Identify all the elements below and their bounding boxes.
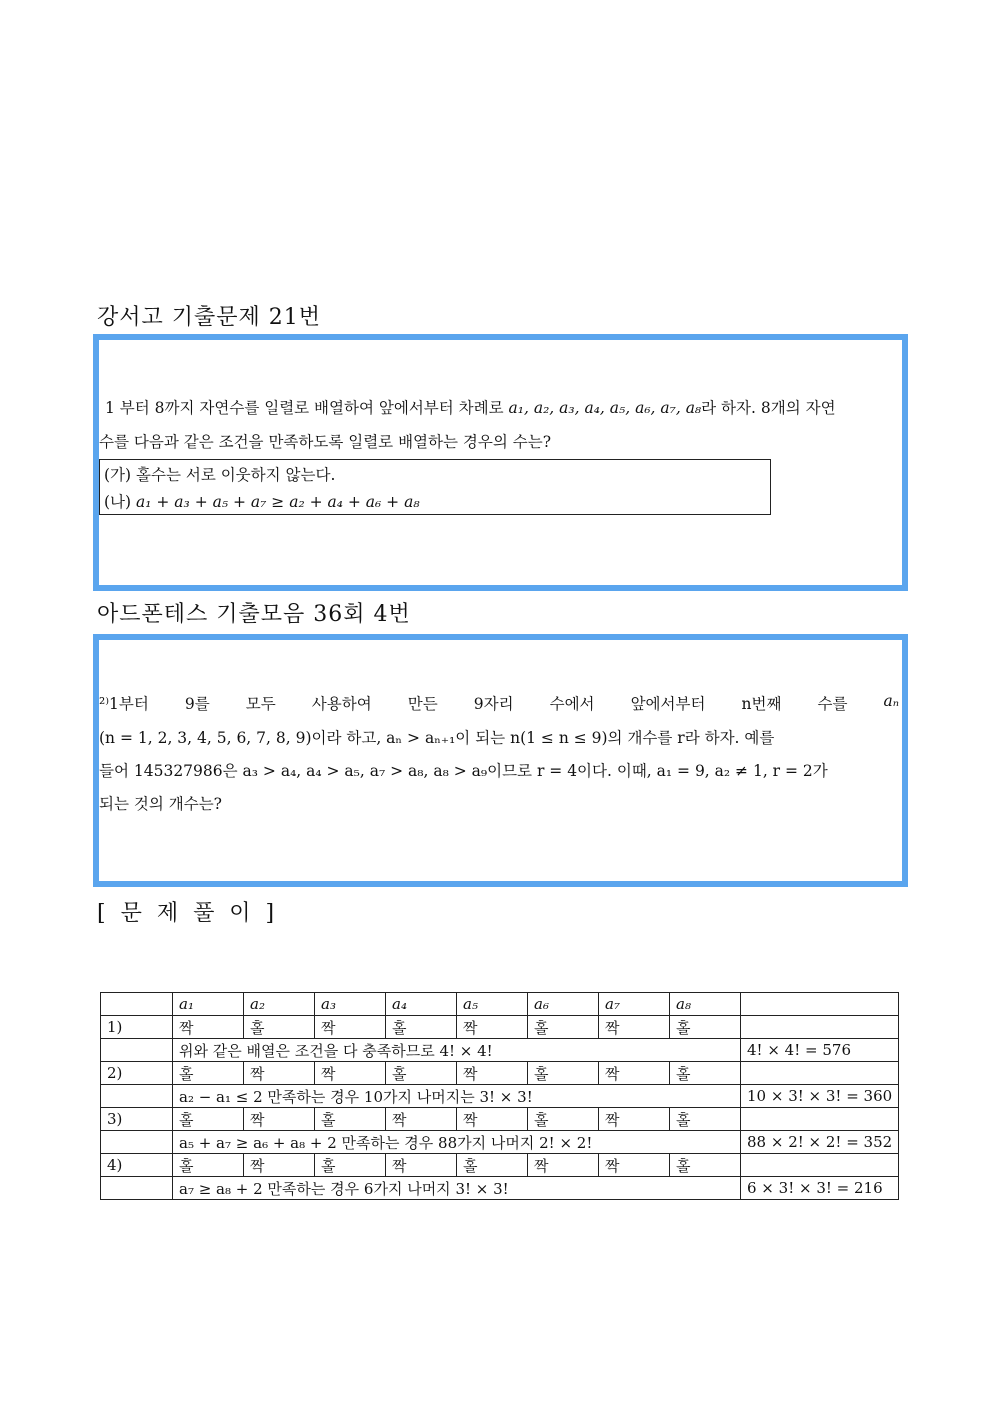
parity-cell: 홀 [670,1062,741,1085]
header-label: a₃ [321,995,336,1013]
section-title-1: 강서고 기출문제 21번 [97,305,321,330]
case-note: a₅ + a₇ ≥ a₆ + a₈ + 2 만족하는 경우 88가지 나머지 2! × 2! [173,1131,741,1154]
problem1-line1-b: 라 하자. 8개의 자연 [701,399,836,417]
problem-box-2 [93,634,908,887]
case-label: 4) [101,1154,173,1177]
problem2-line3: 들어 145327986은 a₃ > a₄, a₄ > a₅, a₇ > a₈, a₈ > a₉이므로 r = 4이다. 이때, a₁ = 9, a₂ ≠ 1, r = 2가 [99,762,828,780]
parity-cell: 홀 [670,1108,741,1131]
header-label: a₅ [463,995,478,1013]
parity-cell: 홀 [173,1062,244,1085]
case-note: a₂ − a₁ ≤ 2 만족하는 경우 10가지 나머지는 3! × 3! [173,1085,741,1108]
parity-cell: 짝 [599,1154,670,1177]
parity-cell: 짝 [386,1154,457,1177]
parity-cell: 홀 [173,1108,244,1131]
condition-2-expr: a₁ + a₃ + a₅ + a₇ ≥ a₂ + a₄ + a₆ + a₈ [136,493,420,511]
problem2-line1 [99,692,899,714]
header-label: a₇ [605,995,620,1013]
header-label: a₂ [250,995,265,1013]
word: n번째 [741,695,782,713]
condition-1: (가) 홀수는 서로 이웃하지 않는다. [104,466,336,484]
header-cell [315,993,386,1016]
parity-cell: 짝 [599,1062,670,1085]
condition-2 [104,490,420,512]
solution-title: [ 문 제 풀 이 ] [97,901,279,926]
parity-cell: 짝 [244,1062,315,1085]
problem1-sequence: a₁, a₂, a₃, a₄, a₅, a₆, a₇, a₈ [508,399,702,417]
word: aₙ [883,692,899,710]
problem1-line1-a: 1 부터 8까지 자연수를 일렬로 배열하여 앞에서부터 차례로 [105,399,504,417]
condition-2-label: (나) [104,493,132,511]
case-label: 1) [101,1016,173,1039]
word: 9를 [184,695,210,713]
parity-cell: 짝 [315,1016,386,1039]
parity-cell: 홀 [386,1062,457,1085]
case-label: 3) [101,1108,173,1131]
header-cell [741,993,899,1016]
table-row [101,1039,899,1062]
parity-cell: 짝 [386,1108,457,1131]
empty-cell [741,1062,899,1085]
word: 앞에서부터 [630,695,706,713]
word: 수에서 [549,695,595,713]
parity-cell: 홀 [528,1016,599,1039]
parity-cell: 짝 [457,1016,528,1039]
empty-cell [101,1039,173,1062]
header-cell [599,993,670,1016]
word: 9자리 [473,695,514,713]
empty-cell [101,1131,173,1154]
table-row [101,1062,899,1085]
case-result: 6 × 3! × 3! = 216 [741,1177,899,1200]
problem1-line2: 수를 다음과 같은 조건을 만족하도록 일렬로 배열하는 경우의 수는? [99,433,551,451]
parity-cell: 홀 [528,1062,599,1085]
header-cell [670,993,741,1016]
case-note: 위와 같은 배열은 조건을 다 충족하므로 4! × 4! [173,1039,741,1062]
problem2-line4: 되는 것의 개수는? [99,795,222,813]
parity-cell: 홀 [457,1154,528,1177]
word: 수를 [817,695,848,713]
parity-cell: 짝 [599,1016,670,1039]
section-title-2: 아드폰테스 기출모음 36회 4번 [97,602,411,627]
empty-cell [101,1177,173,1200]
parity-cell: 홀 [315,1108,386,1131]
parity-cell: 홀 [670,1154,741,1177]
parity-cell: 홀 [244,1016,315,1039]
parity-cell: 짝 [528,1154,599,1177]
table-row [101,1154,899,1177]
table-row [101,1085,899,1108]
parity-cell: 홀 [315,1154,386,1177]
parity-cell: 홀 [528,1108,599,1131]
header-cell [528,993,599,1016]
condition-box [99,459,771,515]
table-row [101,1131,899,1154]
case-result: 88 × 2! × 2! = 352 [741,1131,899,1154]
problem1-line1 [105,396,836,418]
solution-table [100,992,899,1200]
case-note: a₇ ≥ a₈ + 2 만족하는 경우 6가지 나머지 3! × 3! [173,1177,741,1200]
header-label: a₁ [179,995,194,1013]
parity-cell: 홀 [173,1154,244,1177]
empty-cell [101,1085,173,1108]
problem-box-1 [93,334,908,591]
parity-cell: 짝 [315,1062,386,1085]
word: ²⁾1부터 [99,695,149,713]
header-cell [457,993,528,1016]
parity-cell: 짝 [173,1016,244,1039]
header-cell [101,993,173,1016]
header-label: a₆ [534,995,549,1013]
parity-cell: 짝 [457,1108,528,1131]
table-row [101,1108,899,1131]
parity-cell: 짝 [457,1062,528,1085]
header-cell [244,993,315,1016]
header-label: a₄ [392,995,407,1013]
header-cell [386,993,457,1016]
problem2-line2: (n = 1, 2, 3, 4, 5, 6, 7, 8, 9)이라 하고, aₙ > aₙ₊₁이 되는 n(1 ≤ n ≤ 9)의 개수를 r라 하자. 예를 [99,729,775,747]
empty-cell [741,1108,899,1131]
parity-cell: 짝 [244,1108,315,1131]
word: 모두 [245,695,276,713]
case-result: 4! × 4! = 576 [741,1039,899,1062]
empty-cell [741,1016,899,1039]
table-row [101,1016,899,1039]
table-header-row [101,993,899,1016]
parity-cell: 짝 [599,1108,670,1131]
word: 사용하여 [311,695,372,713]
case-label: 2) [101,1062,173,1085]
case-result: 10 × 3! × 3! = 360 [741,1085,899,1108]
header-cell [173,993,244,1016]
parity-cell: 짝 [244,1154,315,1177]
parity-cell: 홀 [670,1016,741,1039]
parity-cell: 홀 [386,1016,457,1039]
table-row [101,1177,899,1200]
word: 만든 [407,695,438,713]
header-label: a₈ [676,995,691,1013]
empty-cell [741,1154,899,1177]
